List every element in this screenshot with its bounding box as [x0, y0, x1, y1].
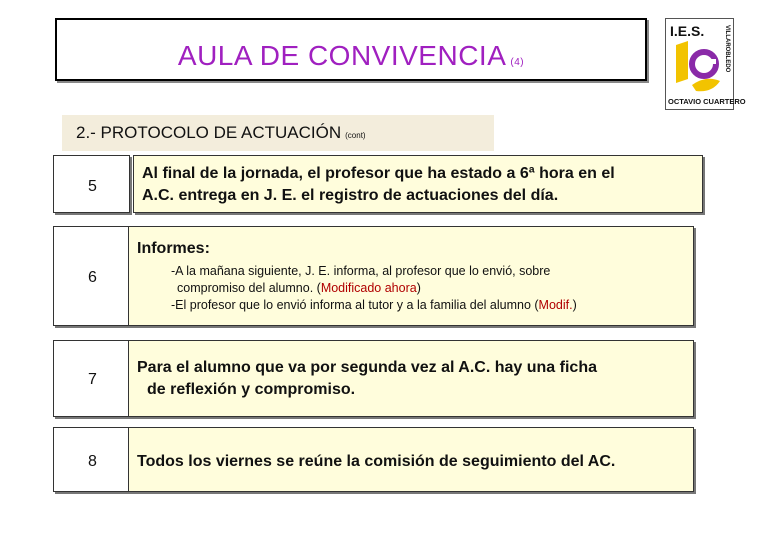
- row-5-number-cell: [53, 155, 130, 213]
- row-6-item-2: -El profesor que lo envió informa al tutor y a la familia del alumno (Modif.): [171, 298, 577, 312]
- svg-text:OCTAVIO CUARTERO: OCTAVIO CUARTERO: [668, 97, 746, 106]
- svg-text:I.E.S.: I.E.S.: [670, 23, 705, 39]
- row-5-box: [133, 155, 703, 213]
- row-7-box: [128, 340, 694, 417]
- section-heading-note: (cont): [345, 131, 366, 140]
- row-6-heading: Informes:: [137, 240, 210, 257]
- svg-text:VILLAROBLEDO: VILLAROBLEDO: [724, 25, 730, 73]
- row-number: 6: [88, 269, 97, 286]
- row-number: 8: [88, 453, 97, 470]
- row-6-number-cell: [53, 226, 130, 326]
- row-7-line-2: de reflexión y compromiso.: [147, 381, 356, 398]
- row-5-line-1: Al final de la jornada, el profesor que ha estado a 6ª hora en el: [142, 165, 615, 182]
- page-title: AULA DE CONVIVENCIA (4): [177, 40, 525, 71]
- section-heading-text: 2.- PROTOCOLO DE ACTUACIÓN: [76, 123, 342, 142]
- modified-tag: Modificado ahora: [320, 281, 417, 295]
- title-suffix: (4): [510, 57, 525, 68]
- row-8-number-cell: [53, 427, 130, 492]
- title-box: [55, 18, 647, 81]
- modified-tag: Modif.: [538, 298, 573, 312]
- row-6-box: [128, 226, 694, 326]
- row-6-item-1-line-2: compromiso del alumno. (Modificado ahora): [177, 281, 421, 295]
- row-5-line-2: A.C. entrega en J. E. el registro de actuaciones del día.: [142, 187, 559, 204]
- section-heading: [62, 115, 494, 151]
- row-number: 7: [88, 371, 97, 388]
- row-number: 5: [88, 178, 97, 195]
- row-7-line-1: Para el alumno que va por segunda vez al A.C. hay una ficha: [137, 359, 597, 376]
- row-6-item-1-line-1: -A la mañana siguiente, J. E. informa, al profesor que lo envió, sobre: [171, 264, 551, 278]
- row-8-box: [128, 427, 694, 492]
- row-7-number-cell: [53, 340, 130, 417]
- school-logo: [665, 18, 746, 110]
- row-8-line-1: Todos los viernes se reúne la comisión de seguimiento del AC.: [137, 453, 616, 470]
